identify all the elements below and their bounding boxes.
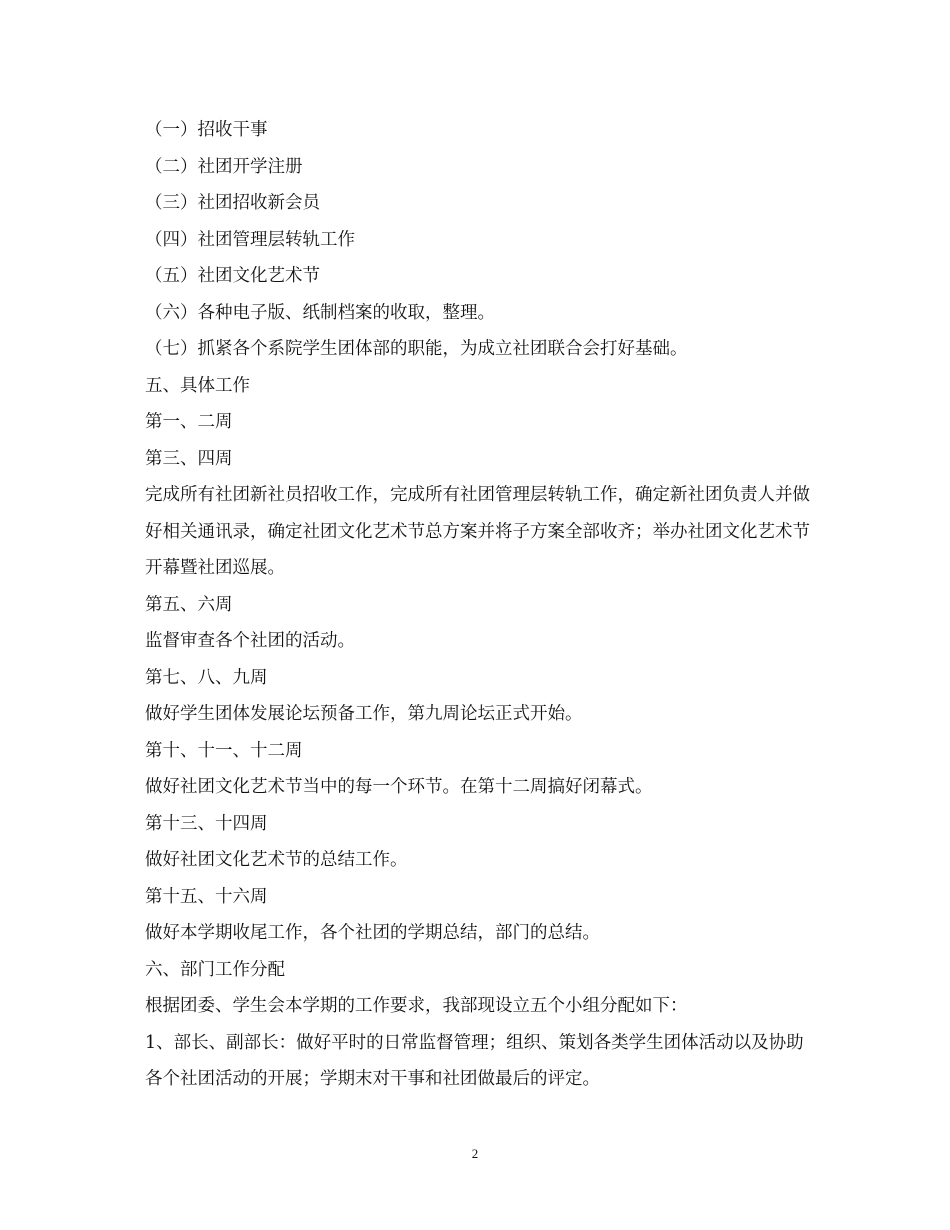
list-item: （五）社团文化艺术节 <box>145 266 320 286</box>
week-heading: 第十三、十四周 <box>145 813 268 834</box>
list-item: （七）抓紧各个系院学生团体部的职能，为成立社团联合会打好基础。 <box>145 339 688 359</box>
paragraph: 1、部长、副部长：做好平时的日常监督管理；组织、策划各类学生团体活动以及协助各个社团活动的开展；学期末对干事和社团做最后的评定。 <box>145 1032 804 1089</box>
list-item: （三）社团招收新会员 <box>145 193 320 213</box>
week-heading: 第七、八、九周 <box>145 667 268 688</box>
list-item: （一）招收干事 <box>145 120 268 140</box>
list-item: （四）社团管理层转轨工作 <box>145 229 355 250</box>
list-item: （六）各种电子版、纸制档案的收取，整理。 <box>145 302 495 323</box>
section-heading: 六、部门工作分配 <box>145 959 285 980</box>
page-number: 2 <box>471 1146 479 1161</box>
paragraph: 做好社团文化艺术节的总结工作。 <box>145 850 408 870</box>
week-heading: 第十、十一、十二周 <box>145 740 303 761</box>
week-heading: 第三、四周 <box>145 448 233 469</box>
paragraph: 做好本学期收尾工作，各个社团的学期总结，部门的总结。 <box>145 923 600 943</box>
document-body <box>145 112 815 1098</box>
paragraph: 做好社团文化艺术节当中的每一个环节。在第十二周搞好闭幕式。 <box>145 777 653 797</box>
paragraph: 监督审查各个社团的活动。 <box>145 631 355 651</box>
week-heading: 第一、二周 <box>145 412 233 432</box>
week-heading: 第五、六周 <box>145 594 233 615</box>
list-item: （二）社团开学注册 <box>145 156 303 177</box>
paragraph: 根据团委、学生会本学期的工作要求，我部现设立五个小组分配如下： <box>145 996 688 1016</box>
paragraph: 完成所有社团新社员招收工作，完成所有社团管理层转轨工作，确定新社团负责人并做好相关通讯录，确定社团文化艺术节总方案并将子方案全部收齐；举办社团文化艺术节开幕暨社团巡展。 <box>145 485 810 578</box>
paragraph: 做好学生团体发展论坛预备工作，第九周论坛正式开始。 <box>145 704 583 724</box>
section-heading: 五、具体工作 <box>145 375 250 396</box>
week-heading: 第十五、十六周 <box>145 886 268 907</box>
